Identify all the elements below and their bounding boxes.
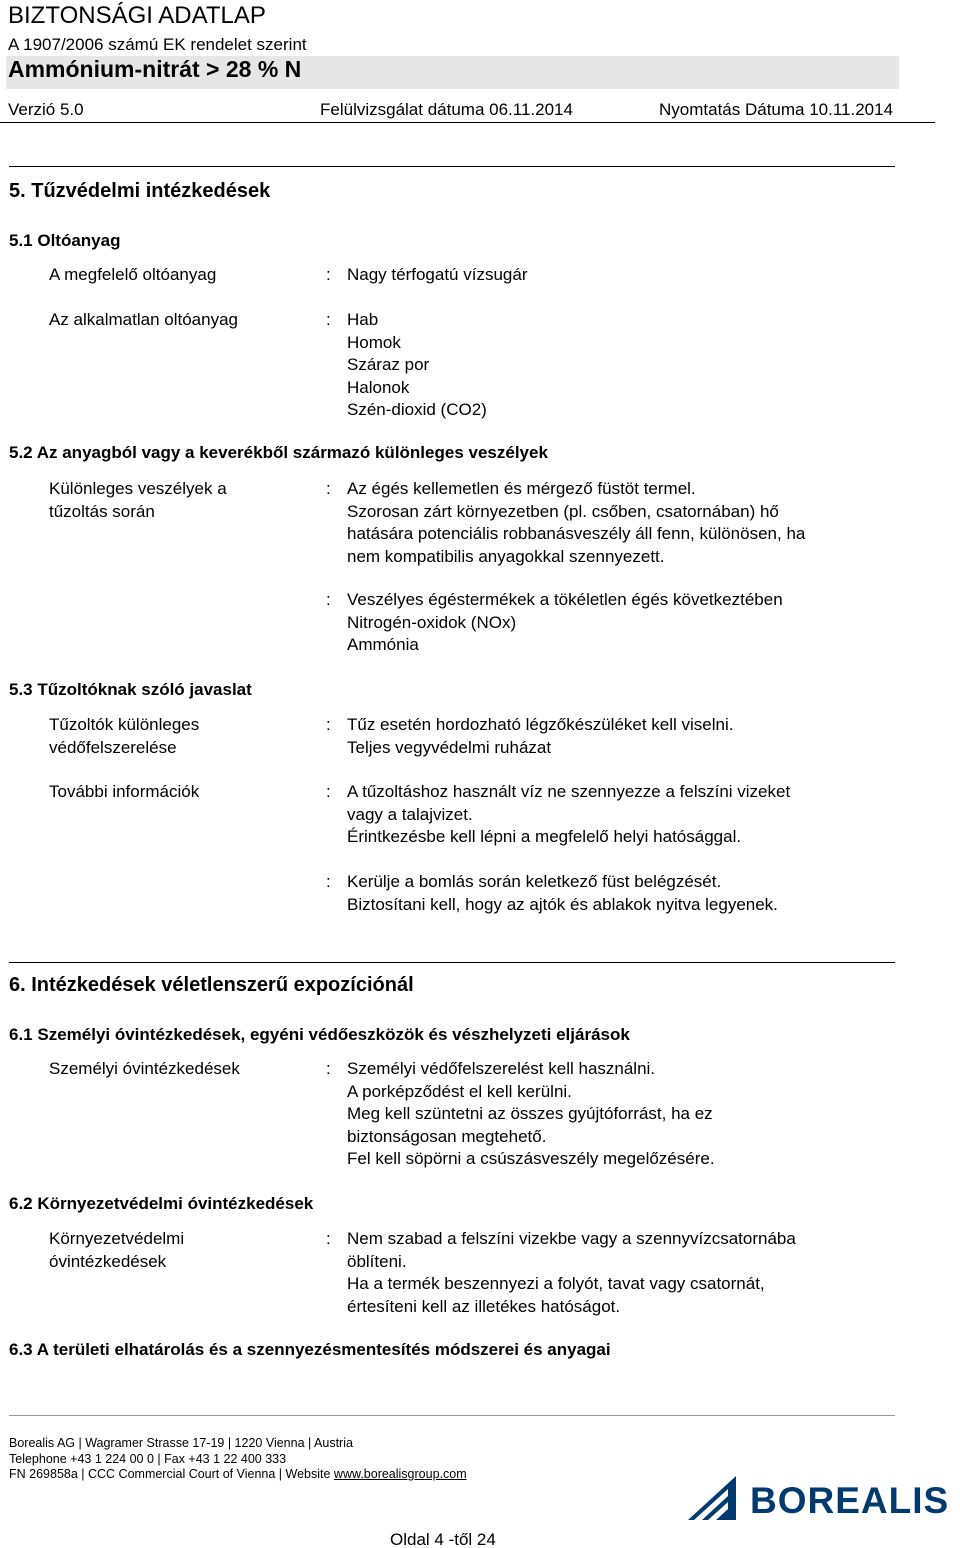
revision-date: Felülvizsgálat dátuma 06.11.2014 xyxy=(320,100,573,119)
section-6-3-title: 6.3 A területi elhatárolás és a szennyezésmentesítés módszerei és anyagai xyxy=(9,1340,611,1359)
value-line: A tűzoltáshoz használt víz ne szennyezze a felszíni vizeket xyxy=(347,782,791,801)
firefighter-ppe-value xyxy=(326,714,734,759)
label-line: óvintézkedések xyxy=(49,1251,167,1271)
footer-registration xyxy=(9,1467,467,1481)
value-line: Halonok xyxy=(347,377,410,397)
borealis-logo-text: BOREALIS xyxy=(750,1480,950,1521)
label-line: Különleges veszélyek a xyxy=(49,479,227,498)
section-6-1-title: 6.1 Személyi óvintézkedések, egyéni védőeszközök és vészhelyzeti eljárások xyxy=(9,1025,630,1044)
label-line: Környezetvédelmi xyxy=(49,1229,185,1248)
colon: : xyxy=(326,782,331,801)
value-line: Személyi védőfelszerelést kell használni. xyxy=(347,1059,656,1078)
special-hazards-value xyxy=(326,478,877,568)
special-hazards-label xyxy=(49,478,227,523)
footer-phone: Telephone +43 1 224 00 0 | Fax +43 1 22 400 333 xyxy=(9,1452,287,1466)
environmental-precautions-label xyxy=(49,1228,184,1273)
unsuitable-media-label: Az alkalmatlan oltóanyag xyxy=(49,310,239,329)
combustion-products-value xyxy=(326,589,783,657)
section-5-2-title: 5.2 Az anyagból vagy a keverékből származó különleges veszélyek xyxy=(9,443,548,462)
value-line: Homok xyxy=(347,332,401,352)
value-line: hatására potenciális robbanásveszély áll fenn, különösen, ha xyxy=(347,524,806,543)
value-line: értesíteni kell az illetékes hatóságot. xyxy=(347,1296,621,1316)
value-line: Fel kell söpörni a csúszásveszély megelőzésére. xyxy=(347,1149,715,1168)
personal-precautions-value xyxy=(326,1058,715,1171)
personal-precautions-label: Személyi óvintézkedések xyxy=(49,1059,240,1078)
label-line: tűzoltás során xyxy=(49,501,155,521)
value-line: Érintkezésbe kell lépni a megfelelő helyi hatósággal. xyxy=(347,827,742,846)
document-title: BIZTONSÁGI ADATLAP xyxy=(8,2,266,29)
product-name: Ammónium-nitrát > 28 % N xyxy=(8,56,302,82)
value-line: Kerülje a bomlás során keletkező füst belégzését. xyxy=(347,872,722,891)
colon: : xyxy=(326,1059,331,1078)
website-link[interactable]: www.borealisgroup.com xyxy=(333,1467,467,1481)
section-divider xyxy=(9,962,895,963)
colon: : xyxy=(326,310,331,329)
value-line: öblíteni. xyxy=(347,1251,407,1271)
value-line: Meg kell szüntetni az összes gyújtóforrást, ha ez xyxy=(347,1104,713,1123)
unsuitable-media-value xyxy=(326,309,487,422)
value-line: Nitrogén-oxidok (NOx) xyxy=(347,612,517,632)
value-line: Az égés kellemetlen és mérgező füstöt termel. xyxy=(347,479,696,498)
colon: : xyxy=(326,479,331,498)
firefighter-ppe-label xyxy=(49,714,199,759)
suitable-media-value xyxy=(326,264,527,287)
borealis-logo-icon xyxy=(688,1476,736,1520)
further-info-value-2 xyxy=(326,871,778,916)
footer-divider xyxy=(9,1415,895,1416)
colon: : xyxy=(326,590,331,609)
value-line: Ammónia xyxy=(347,635,419,654)
suitable-media-label: A megfelelő oltóanyag xyxy=(49,265,217,284)
section-5-1-title: 5.1 Oltóanyag xyxy=(9,231,121,250)
section-divider xyxy=(9,166,895,167)
footer-address: Borealis AG | Wagramer Strasse 17-19 | 1220 Vienna | Austria xyxy=(9,1436,353,1450)
value-line: Nagy térfogatú vízsugár xyxy=(347,265,528,284)
value-line: Szorosan zárt környezetben (pl. csőben, csatornában) hő xyxy=(347,501,779,521)
value-line: Szén-dioxid (CO2) xyxy=(347,400,487,419)
colon: : xyxy=(326,1229,331,1248)
print-date: Nyomtatás Dátuma 10.11.2014 xyxy=(659,100,894,119)
regulation-line: A 1907/2006 számú EK rendelet szerint xyxy=(8,35,307,54)
footer-registration-text: FN 269858a | CCC Commercial Court of Vienna | Website xyxy=(9,1467,334,1481)
value-line: Ha a termék beszennyezi a folyót, tavat vagy csatornát, xyxy=(347,1274,765,1293)
label-line: védőfelszerelése xyxy=(49,737,177,757)
value-line: biztonságosan megtehető. xyxy=(347,1126,547,1146)
value-line: Tűz esetén hordozható légzőkészüléket kell viselni. xyxy=(347,715,734,734)
value-line: A porképződést el kell kerülni. xyxy=(347,1081,572,1101)
value-line: vagy a talajvizet. xyxy=(347,804,473,824)
section-5-3-title: 5.3 Tűzoltóknak szóló javaslat xyxy=(9,680,252,699)
colon: : xyxy=(326,265,331,284)
value-line: Teljes vegyvédelmi ruházat xyxy=(347,737,552,757)
section-6-2-title: 6.2 Környezetvédelmi óvintézkedések xyxy=(9,1194,314,1213)
colon: : xyxy=(326,872,331,891)
value-line: Veszélyes égéstermékek a tökéletlen égés következtében xyxy=(347,590,783,609)
value-line: nem kompatibilis anyagokkal szennyezett. xyxy=(347,546,665,566)
header-divider xyxy=(0,122,935,123)
label-line: Tűzoltók különleges xyxy=(49,715,200,734)
further-info-label: További információk xyxy=(49,782,200,801)
version-label: Verzió 5.0 xyxy=(8,100,84,119)
value-line: Hab xyxy=(347,310,379,329)
value-line: Nem szabad a felszíni vizekbe vagy a szennyvízcsatornába xyxy=(347,1229,796,1248)
value-line: Biztosítani kell, hogy az ajtók és ablakok nyitva legyenek. xyxy=(347,894,778,914)
section-6-title: 6. Intézkedések véletlenszerű expozíciónál xyxy=(9,974,414,996)
colon: : xyxy=(326,715,331,734)
further-info-value xyxy=(326,781,790,849)
page-number: Oldal 4 -től 24 xyxy=(390,1530,496,1548)
section-5-title: 5. Tűzvédelmi intézkedések xyxy=(9,180,271,202)
environmental-precautions-value xyxy=(326,1228,796,1318)
value-line: Száraz por xyxy=(347,355,430,374)
